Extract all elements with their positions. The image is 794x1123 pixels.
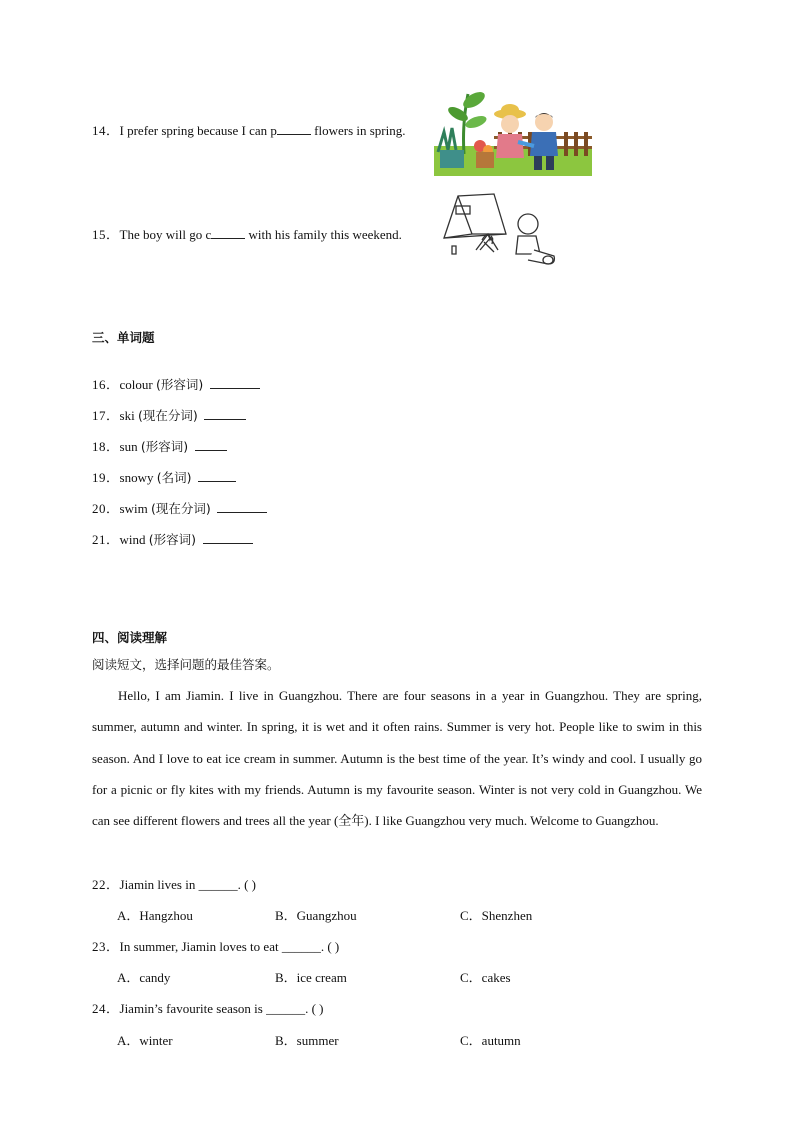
word-hint: (形容词) xyxy=(148,532,197,547)
word-hint: (形容词) xyxy=(155,377,204,392)
option-b[interactable]: B．summer xyxy=(275,1033,339,1048)
word: ski xyxy=(119,408,135,423)
option-b[interactable]: B．ice cream xyxy=(275,970,347,985)
answer-blank[interactable] xyxy=(195,438,227,451)
word-question-18 xyxy=(92,436,227,455)
word-question-17 xyxy=(92,405,246,424)
question-number: 24． xyxy=(92,1001,120,1016)
question-number: 23． xyxy=(92,939,120,954)
question-24 xyxy=(92,998,324,1017)
word-hint: (现在分词) xyxy=(137,408,198,423)
word-question-21 xyxy=(92,529,253,548)
word-hint: (名词) xyxy=(156,470,192,485)
question-22 xyxy=(92,874,256,893)
question-number: 18． xyxy=(92,439,120,454)
question-number: 14． xyxy=(92,123,120,138)
question-number: 20． xyxy=(92,501,120,516)
word: wind xyxy=(119,532,146,547)
question-number: 21． xyxy=(92,532,120,547)
question-number: 19． xyxy=(92,470,120,485)
word-question-19 xyxy=(92,467,236,486)
question-text-start: I prefer spring because I can p xyxy=(119,123,277,138)
question-14 xyxy=(92,120,406,139)
gardening-illustration xyxy=(434,84,592,176)
section-title: 四、阅读理解 xyxy=(92,630,168,645)
option-a[interactable]: A．candy xyxy=(117,970,171,985)
answer-blank[interactable] xyxy=(198,469,236,482)
question-text-start: The boy will go c xyxy=(119,227,212,242)
word: sun xyxy=(119,439,138,454)
word: swim xyxy=(119,501,148,516)
option-c[interactable]: C．Shenzhen xyxy=(460,908,533,923)
question-number: 17． xyxy=(92,408,120,423)
question-text-end: with his family this weekend. xyxy=(245,227,402,242)
question-15 xyxy=(92,224,402,243)
option-c[interactable]: C．cakes xyxy=(460,970,511,985)
question-text: Jiamin lives in ______. ( ) xyxy=(119,877,257,892)
option-a[interactable]: A．winter xyxy=(117,1033,173,1048)
instruction-text: 阅读短文，选择问题的最佳答案。 xyxy=(92,657,280,672)
word: colour xyxy=(119,377,153,392)
word-question-16 xyxy=(92,374,260,393)
question-23 xyxy=(92,936,339,955)
word: snowy xyxy=(119,470,154,485)
answer-blank[interactable] xyxy=(217,500,267,513)
question-text: In summer, Jiamin loves to eat ______. ( ) xyxy=(119,939,340,954)
word-question-20 xyxy=(92,498,267,517)
option-b[interactable]: B．Guangzhou xyxy=(275,908,357,923)
word-hint: (形容词) xyxy=(140,439,189,454)
camping-illustration xyxy=(436,190,556,270)
question-number: 22． xyxy=(92,877,120,892)
option-a[interactable]: A．Hangzhou xyxy=(117,908,193,923)
reading-passage: Hello, I am Jiamin. I live in Guangzhou. There are four seasons in a year in Guangzhou. They are spring, summer, autumn and winter. In spring, it is wet and it often rains. Summer is very hot. People like to swim in this season. And I love to eat ice cream in summer. Autumn is the best time of the year. It’s windy and cool. I usually go for a picnic or fly kites with my friends. Autumn is my favourite season. Winter is not very cold in Guangzhou. We can see different flowers and trees all the year (全年). I like Guangzhou very much. Welcome to Guangzhou. xyxy=(92,688,702,829)
answer-blank[interactable] xyxy=(204,407,246,420)
answer-blank[interactable] xyxy=(211,226,245,239)
question-text: Jiamin’s favourite season is ______. ( ) xyxy=(119,1001,324,1016)
question-number: 16． xyxy=(92,377,120,392)
section-title: 三、单词题 xyxy=(92,330,155,345)
question-number: 15． xyxy=(92,227,120,242)
word-hint: (现在分词) xyxy=(150,501,211,516)
answer-blank[interactable] xyxy=(277,122,311,135)
question-text-end: flowers in spring. xyxy=(310,123,406,138)
option-c[interactable]: C．autumn xyxy=(460,1033,521,1048)
answer-blank[interactable] xyxy=(203,531,253,544)
answer-blank[interactable] xyxy=(210,376,260,389)
